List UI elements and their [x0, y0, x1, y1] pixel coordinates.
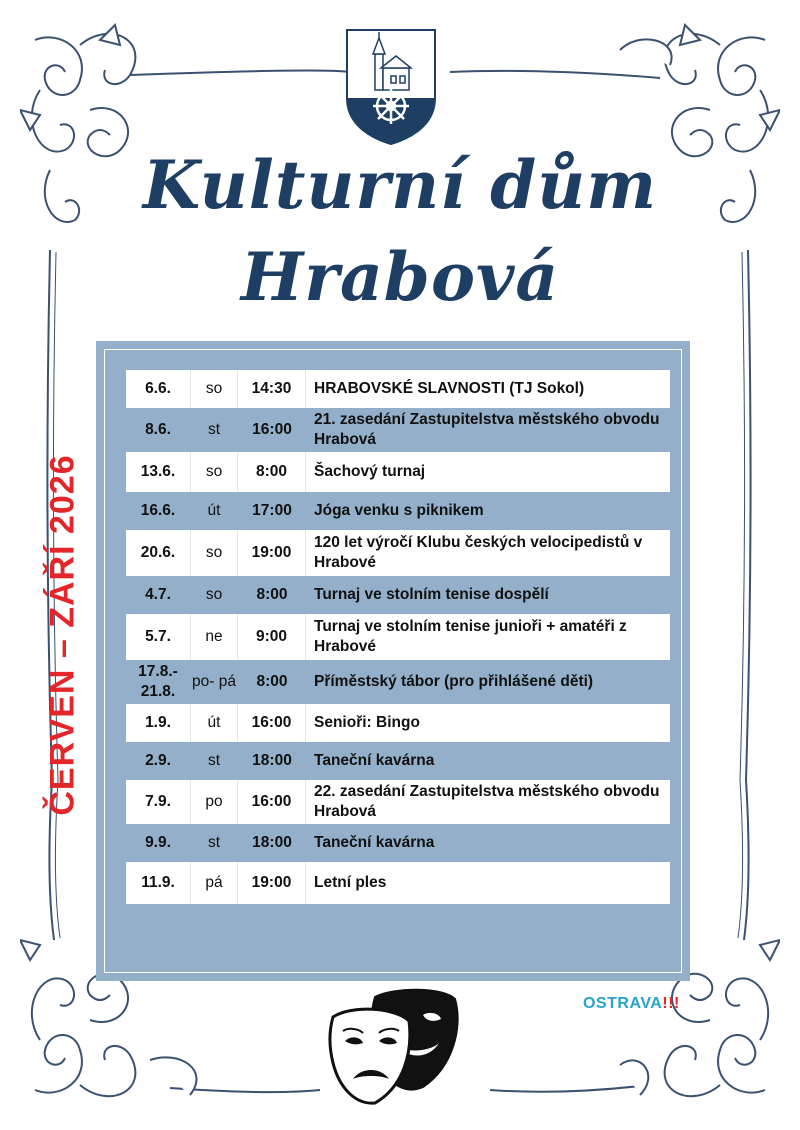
event-day: st — [207, 834, 221, 851]
title-line-1: Kulturní dům — [142, 146, 658, 224]
event-date: 17.8.- 21.8. — [138, 663, 178, 700]
event-time: 8:00 — [256, 586, 288, 603]
ostrava-logo — [583, 995, 680, 1013]
event-day: so — [190, 370, 238, 408]
event-name: Jóga venku s piknikem — [314, 502, 484, 519]
event-date: 1.9. — [145, 714, 171, 731]
event-time: 16:00 — [252, 421, 292, 438]
event-time: 18:00 — [252, 752, 292, 769]
event-day: út — [207, 502, 221, 519]
event-time: 8:00 — [238, 452, 306, 492]
table-row — [126, 370, 670, 408]
table-row — [126, 742, 670, 780]
event-date: 4.7. — [145, 586, 171, 603]
table-row — [126, 492, 670, 530]
event-day: st — [207, 752, 221, 769]
event-time: 16:00 — [238, 704, 306, 742]
title-line-2: Hrabová — [240, 238, 560, 316]
event-day: so — [205, 586, 223, 603]
period-text: ČERVEN – ZÁŘÍ 2026 — [43, 454, 82, 816]
event-date: 7.9. — [145, 793, 171, 810]
event-time: 17:00 — [252, 502, 292, 519]
ostrava-exclaim: !!! — [662, 995, 680, 1012]
event-date: 5.7. — [145, 628, 171, 645]
schedule-table — [126, 370, 670, 904]
event-time: 8:00 — [256, 673, 288, 690]
ostrava-text: OSTRAVA — [583, 995, 663, 1012]
event-name: 22. zasedání Zastupitelstva městského obvodu Hrabová — [314, 783, 660, 820]
event-day: so — [190, 452, 238, 492]
event-day: út — [190, 704, 238, 742]
event-day: st — [207, 421, 221, 438]
event-date: 11.9. — [141, 874, 175, 891]
event-name: Turnaj ve stolním tenise junioři + amatéři z Hrabové — [314, 618, 627, 655]
hrabova-coat-of-arms — [345, 28, 437, 146]
table-row — [126, 780, 670, 824]
table-row — [126, 704, 670, 742]
event-day: po- pá — [192, 673, 236, 690]
table-row — [126, 408, 670, 452]
event-date: 2.9. — [145, 752, 171, 769]
event-time: 9:00 — [238, 614, 306, 660]
event-name: Senioři: Bingo — [314, 714, 420, 731]
event-name: 21. zasedání Zastupitelstva městského obvodu Hrabová — [314, 411, 660, 448]
event-time: 14:30 — [238, 370, 306, 408]
event-name: 120 let výročí Klubu českých velocipedistů v Hrabové — [314, 534, 643, 571]
page-title — [100, 140, 700, 330]
table-row — [126, 862, 670, 904]
theatre-masks-icon — [325, 987, 465, 1109]
event-time: 19:00 — [238, 862, 306, 904]
event-name: Příměstský tábor (pro přihlášené děti) — [314, 673, 594, 690]
table-row — [126, 576, 670, 614]
event-time: 19:00 — [238, 530, 306, 576]
event-date: 6.6. — [145, 380, 171, 397]
table-row — [126, 452, 670, 492]
table-row — [126, 824, 670, 862]
event-date: 9.9. — [145, 834, 171, 851]
event-date: 13.6. — [140, 463, 176, 480]
event-day: po — [190, 780, 238, 824]
event-name: Taneční kavárna — [314, 834, 435, 851]
event-date: 20.6. — [140, 544, 176, 561]
event-name: Taneční kavárna — [314, 752, 435, 769]
table-row — [126, 660, 670, 704]
table-row — [126, 530, 670, 576]
event-name: Turnaj ve stolním tenise dospělí — [314, 586, 549, 603]
event-date: 8.6. — [145, 421, 171, 438]
event-time: 18:00 — [252, 834, 292, 851]
period-label — [28, 435, 98, 835]
event-date: 16.6. — [140, 502, 176, 519]
event-day: so — [190, 530, 238, 576]
event-name: HRABOVSKÉ SLAVNOSTI (TJ Sokol) — [314, 380, 585, 397]
event-day: ne — [190, 614, 238, 660]
event-day: pá — [190, 862, 238, 904]
event-name: Šachový turnaj — [314, 463, 426, 480]
table-row — [126, 614, 670, 660]
event-time: 16:00 — [238, 780, 306, 824]
event-name: Letní ples — [314, 874, 387, 891]
